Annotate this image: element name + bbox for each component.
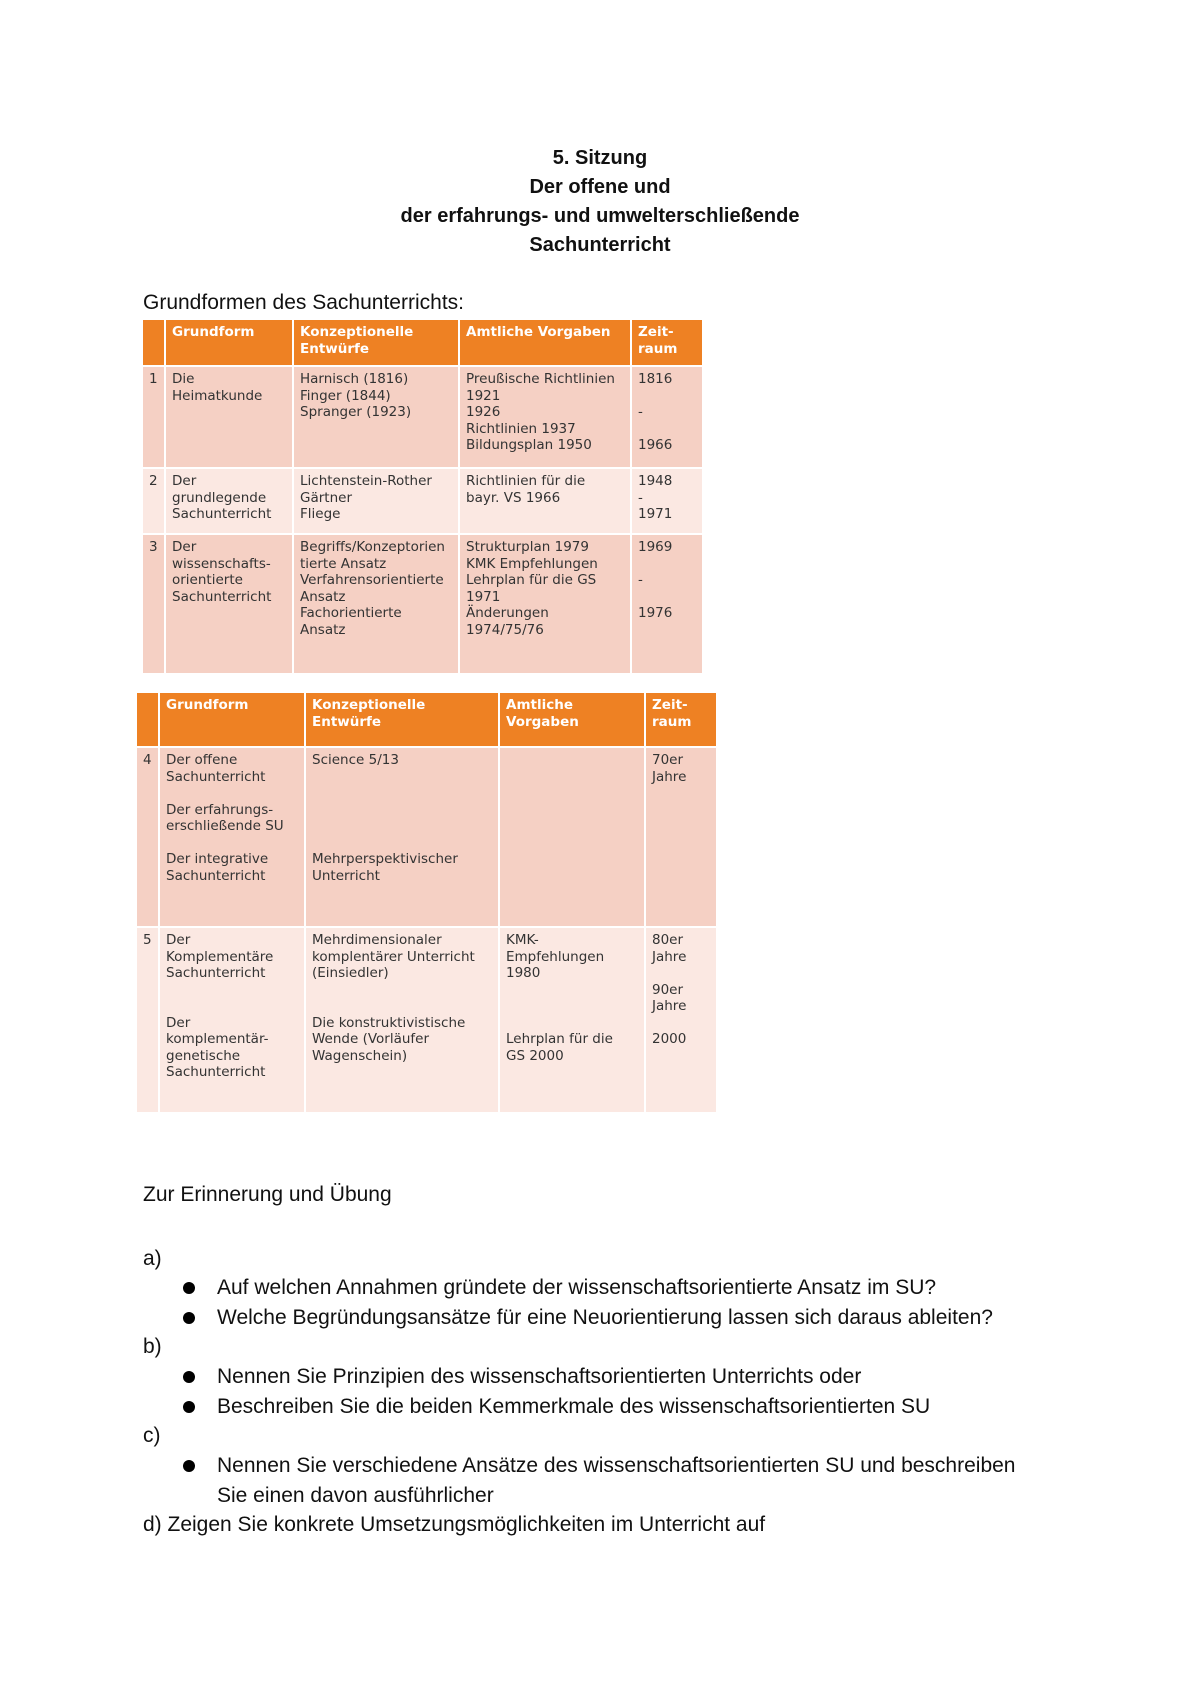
header-cell: Konzeptionelle Entwürfe xyxy=(305,693,499,747)
table-cell: Harnisch (1816) Finger (1844) Spranger (1923) xyxy=(293,366,459,468)
header-cell xyxy=(137,693,159,747)
table-row xyxy=(143,366,703,468)
document-title xyxy=(0,144,1200,260)
list-item-text: Welche Begründungsansätze für eine Neuorientierung lassen sich daraus ableiten? xyxy=(217,1306,993,1329)
header-cell: Zeit- raum xyxy=(631,320,703,366)
table-cell: Der Komplementäre Sachunterricht Der komplementär- genetische Sachunterricht xyxy=(159,927,305,1113)
table-cell: 4 xyxy=(137,747,159,927)
bullet-icon xyxy=(183,1401,195,1413)
list-item-text: Nennen Sie Prinzipien des wissenschaftsorientierten Unterrichts oder xyxy=(217,1365,862,1388)
table-cell: KMK- Empfehlungen 1980 Lehrplan für die GS 2000 xyxy=(499,927,645,1113)
table-row xyxy=(143,534,703,674)
table-cell: 1 xyxy=(143,366,165,468)
table-cell: 1816 - 1966 xyxy=(631,366,703,468)
table-cell: 3 xyxy=(143,534,165,674)
table-grundformen-1 xyxy=(143,320,704,675)
table-row xyxy=(143,468,703,534)
table-cell: Preußische Richtlinien 1921 1926 Richtlinien 1937 Bildungsplan 1950 xyxy=(459,366,631,468)
bullet-icon xyxy=(183,1371,195,1383)
table-cell: 1969 - 1976 xyxy=(631,534,703,674)
table-cell: 1948 - 1971 xyxy=(631,468,703,534)
bullet-icon xyxy=(183,1282,195,1294)
table-cell: Lichtenstein-Rother Gärtner Fliege xyxy=(293,468,459,534)
header-cell: Amtliche Vorgaben xyxy=(499,693,645,747)
table-cell: Richtlinien für die bayr. VS 1966 xyxy=(459,468,631,534)
table-row xyxy=(137,747,717,927)
table-cell: Der offene Sachunterricht Der erfahrungs- erschließende SU Der integrative Sachunterricht xyxy=(159,747,305,927)
title-line-session: 5. Sitzung xyxy=(552,147,648,169)
bullet-icon xyxy=(183,1312,195,1324)
table-cell xyxy=(499,747,645,927)
exercise-heading: Zur Erinnerung und Übung xyxy=(143,1183,392,1206)
table-grundformen-2 xyxy=(137,693,718,1114)
exercise-item-d: d) Zeigen Sie konkrete Umsetzungsmöglichkeiten im Unterricht auf xyxy=(143,1513,766,1536)
list-item-text: Beschreiben Sie die beiden Kemmerkmale des wissenschaftsorientierten SU xyxy=(217,1395,931,1418)
table-row xyxy=(137,927,717,1113)
list-item-text: Sie einen davon ausführlicher xyxy=(217,1484,494,1507)
header-cell: Konzeptionelle Entwürfe xyxy=(293,320,459,366)
title-line-3: der erfahrungs- und umwelterschließende xyxy=(400,205,800,227)
exercise-label-a: a) xyxy=(143,1247,162,1270)
list-item-text: Auf welchen Annahmen gründete der wissenschaftsorientierte Ansatz im SU? xyxy=(217,1276,937,1299)
header-cell: Grundform xyxy=(165,320,293,366)
section-heading: Grundformen des Sachunterrichts: xyxy=(143,291,464,314)
title-line-4: Sachunterricht xyxy=(529,234,671,256)
table-cell: 5 xyxy=(137,927,159,1113)
table-header-row xyxy=(143,320,703,366)
table-cell: Mehrdimensionaler komplentärer Unterricht (Einsiedler) Die konstruktivistische Wende (Vorläufer Wagenschein) xyxy=(305,927,499,1113)
table-header-row xyxy=(137,693,717,747)
list-item-text: Nennen Sie verschiedene Ansätze des wissenschaftsorientierten SU und beschreiben xyxy=(217,1454,1016,1477)
exercise-label-c: c) xyxy=(143,1424,161,1447)
header-cell xyxy=(143,320,165,366)
title-line-2: Der offene und xyxy=(529,176,671,198)
table-cell: Der wissenschafts- orientierte Sachunterricht xyxy=(165,534,293,674)
header-cell: Grundform xyxy=(159,693,305,747)
table-cell: Der grundlegende Sachunterricht xyxy=(165,468,293,534)
table-cell: Science 5/13 Mehrperspektivischer Unterricht xyxy=(305,747,499,927)
table-cell: 2 xyxy=(143,468,165,534)
table-cell: Begriffs/Konzeptorien tierte Ansatz Verfahrensorientierte Ansatz Fachorientierte Ansatz xyxy=(293,534,459,674)
bullet-icon xyxy=(183,1460,195,1472)
header-cell: Amtliche Vorgaben xyxy=(459,320,631,366)
exercise-label-b: b) xyxy=(143,1335,162,1358)
table-cell: Die Heimatkunde xyxy=(165,366,293,468)
header-cell: Zeit- raum xyxy=(645,693,717,747)
table-cell: 80er Jahre 90er Jahre 2000 xyxy=(645,927,717,1113)
table-cell: Strukturplan 1979 KMK Empfehlungen Lehrplan für die GS 1971 Änderungen 1974/75/76 xyxy=(459,534,631,674)
table-cell: 70er Jahre xyxy=(645,747,717,927)
